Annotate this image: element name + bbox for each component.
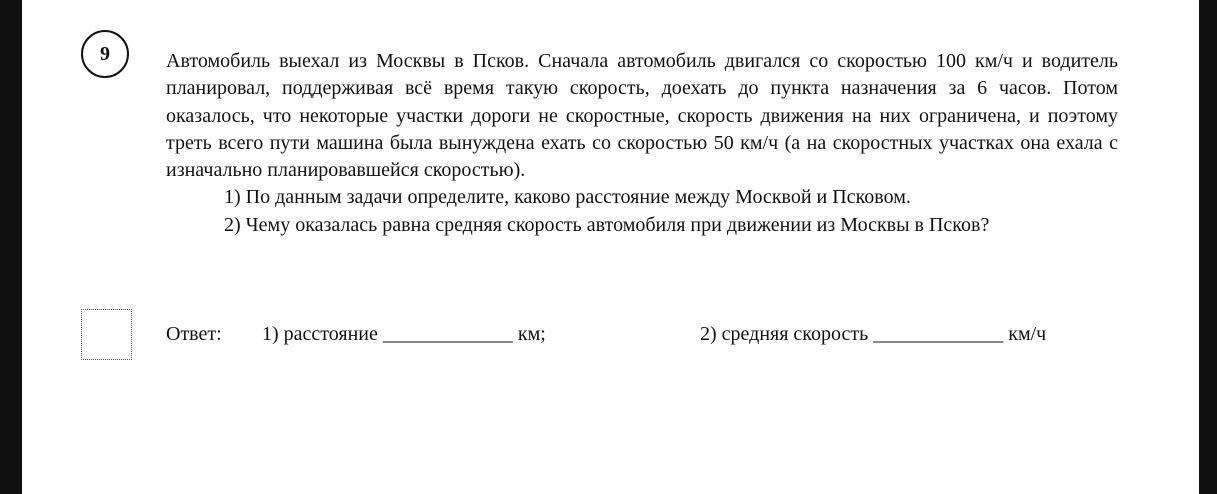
task-statement: Автомобиль выехал из Москвы в Псков. Сначала автомобиль двигался со скоростью 100 км/ч и водитель планировал, поддерживая всё время такую скорость, доехать до пункта назначения за 6 часов. Потом оказалось, что некоторые участки дороги не скоростные, скорость движения на них ограничена, и поэтому треть всего пути машина была вынуждена ехать со скоростью 50 км/ч (а на скоростных участках она ехала с изначально планировавшейся скоростью).: [166, 50, 1118, 182]
answer-line: [166, 321, 1118, 456]
task-number: 9: [100, 42, 110, 65]
answer-box[interactable]: [81, 309, 132, 360]
answer-label: Ответ:: [166, 323, 222, 345]
answer-speed-field[interactable]: 2) средняя скорость _____________ км/ч: [700, 323, 1047, 345]
question-2: 2) Чему оказалась равна средняя скорость автомобиля при движении из Москвы в Псков?: [224, 213, 990, 236]
question-1: 1) По данным задачи определите, каково расстояние между Москвой и Псковом.: [224, 186, 911, 209]
task-number-badge: [81, 30, 129, 78]
task-body: [166, 48, 1118, 239]
answer-distance-field[interactable]: 1) расстояние _____________ км;: [262, 323, 546, 345]
